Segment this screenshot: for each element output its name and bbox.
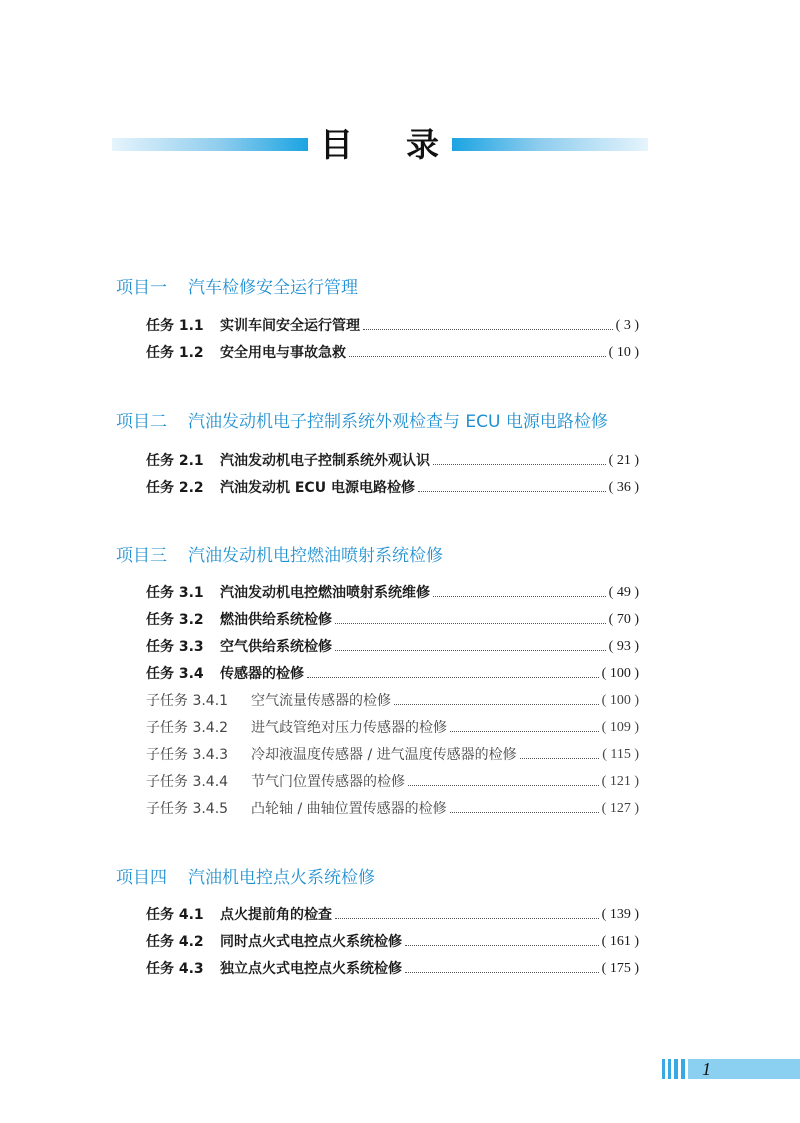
page-tab-stripe (662, 1059, 665, 1079)
entry-page: ( 36 ) (608, 480, 639, 495)
entry-number: 任务 4.1 (146, 907, 204, 923)
entry-number: 任务 1.1 (146, 318, 204, 334)
entry-page: ( 127 ) (601, 801, 639, 816)
toc-subentry[interactable] (146, 799, 639, 819)
entry-page: ( 109 ) (601, 720, 639, 735)
leader-dots (405, 945, 599, 946)
project-heading[interactable] (116, 411, 608, 433)
entry-page: ( 115 ) (602, 747, 639, 762)
heading-char-1: 目 (320, 125, 353, 164)
entry-page: ( 93 ) (608, 639, 639, 654)
entry-title: 节气门位置传感器的检修 (251, 774, 405, 790)
toc-subentry[interactable] (146, 718, 639, 738)
leader-dots (394, 704, 599, 705)
page-tab-stripe (668, 1059, 671, 1079)
leader-dots (418, 491, 606, 492)
project-heading[interactable] (116, 277, 358, 299)
heading-decor-right (452, 138, 648, 151)
toc-entry[interactable] (146, 664, 639, 684)
project-number: 项目一 (116, 278, 167, 298)
leader-dots (408, 785, 599, 786)
entry-number: 子任务 3.4.1 (146, 693, 229, 709)
page-number-tab (662, 1059, 800, 1079)
project-title: 汽油发动机电控燃油喷射系统检修 (188, 546, 443, 566)
toc-entry[interactable] (146, 583, 639, 603)
entry-number: 子任务 3.4.4 (146, 774, 229, 790)
leader-dots (405, 972, 599, 973)
entry-title: 空气供给系统检修 (220, 639, 332, 655)
project-heading[interactable] (116, 545, 443, 567)
entry-title: 汽油发动机 ECU 电源电路检修 (220, 480, 415, 496)
entry-number: 任务 1.2 (146, 345, 204, 361)
entry-number: 任务 3.1 (146, 585, 204, 601)
entry-number: 任务 3.4 (146, 666, 204, 682)
entry-page: ( 49 ) (608, 585, 639, 600)
toc-entry[interactable] (146, 610, 639, 630)
entry-title: 汽油发动机电子控制系统外观认识 (220, 453, 430, 469)
entry-title: 安全用电与事故急救 (220, 345, 346, 361)
toc-entry[interactable] (146, 959, 639, 979)
leader-dots (363, 329, 613, 330)
entry-number: 任务 2.2 (146, 480, 204, 496)
entry-page: ( 3 ) (615, 318, 639, 333)
toc-entry[interactable] (146, 316, 639, 336)
page-number: 1 (702, 1059, 711, 1079)
entry-page: ( 139 ) (601, 907, 639, 922)
toc-entry[interactable] (146, 905, 639, 925)
entry-title: 进气歧管绝对压力传感器的检修 (251, 720, 447, 736)
project-number: 项目二 (116, 412, 167, 432)
entry-number: 任务 4.3 (146, 961, 204, 977)
leader-dots (433, 464, 606, 465)
entry-page: ( 21 ) (608, 453, 639, 468)
leader-dots (335, 650, 606, 651)
heading-char-2: 录 (406, 125, 439, 164)
leader-dots (450, 731, 599, 732)
leader-dots (335, 623, 606, 624)
toc-subentry[interactable] (146, 691, 639, 711)
project-title: 汽车检修安全运行管理 (188, 278, 358, 298)
entry-title: 凸轮轴 / 曲轴位置传感器的检修 (251, 801, 447, 817)
entry-title: 燃油供给系统检修 (220, 612, 332, 628)
entry-title: 实训车间安全运行管理 (220, 318, 360, 334)
entry-title: 空气流量传感器的检修 (251, 693, 391, 709)
entry-page: ( 175 ) (601, 961, 639, 976)
toc-subentry[interactable] (146, 772, 639, 792)
toc-entry[interactable] (146, 343, 639, 363)
entry-number: 子任务 3.4.5 (146, 801, 229, 817)
project-title: 汽油发动机电子控制系统外观检查与 ECU 电源电路检修 (188, 412, 608, 432)
entry-page: ( 100 ) (601, 693, 639, 708)
entry-number: 任务 2.1 (146, 453, 204, 469)
entry-page: ( 161 ) (601, 934, 639, 949)
entry-page: ( 100 ) (601, 666, 639, 681)
entry-number: 子任务 3.4.3 (146, 747, 229, 763)
project-number: 项目三 (116, 546, 167, 566)
entry-title: 同时点火式电控点火系统检修 (220, 934, 402, 950)
toc-entry[interactable] (146, 637, 639, 657)
leader-dots (349, 356, 606, 357)
leader-dots (520, 758, 600, 759)
project-heading[interactable] (116, 867, 375, 889)
project-title: 汽油机电控点火系统检修 (188, 868, 375, 888)
leader-dots (335, 918, 599, 919)
entry-number: 任务 3.3 (146, 639, 204, 655)
project-number: 项目四 (116, 868, 167, 888)
entry-page: ( 70 ) (608, 612, 639, 627)
leader-dots (307, 677, 599, 678)
heading-decor-left (112, 138, 308, 151)
entry-title: 汽油发动机电控燃油喷射系统维修 (220, 585, 430, 601)
toc-entry[interactable] (146, 478, 639, 498)
entry-page: ( 121 ) (601, 774, 639, 789)
entry-number: 任务 4.2 (146, 934, 204, 950)
entry-title: 冷却液温度传感器 / 进气温度传感器的检修 (251, 747, 517, 763)
toc-entry[interactable] (146, 451, 639, 471)
entry-number: 任务 3.2 (146, 612, 204, 628)
toc-subentry[interactable] (146, 745, 639, 765)
page-tab-stripe (681, 1059, 685, 1079)
page-tab-stripe (674, 1059, 678, 1079)
entry-title: 点火提前角的检查 (220, 907, 332, 923)
entry-page: ( 10 ) (608, 345, 639, 360)
entry-title: 独立点火式电控点火系统检修 (220, 961, 402, 977)
toc-heading (112, 126, 648, 166)
leader-dots (450, 812, 599, 813)
leader-dots (433, 596, 606, 597)
entry-number: 子任务 3.4.2 (146, 720, 229, 736)
entry-title: 传感器的检修 (220, 666, 304, 682)
toc-entry[interactable] (146, 932, 639, 952)
